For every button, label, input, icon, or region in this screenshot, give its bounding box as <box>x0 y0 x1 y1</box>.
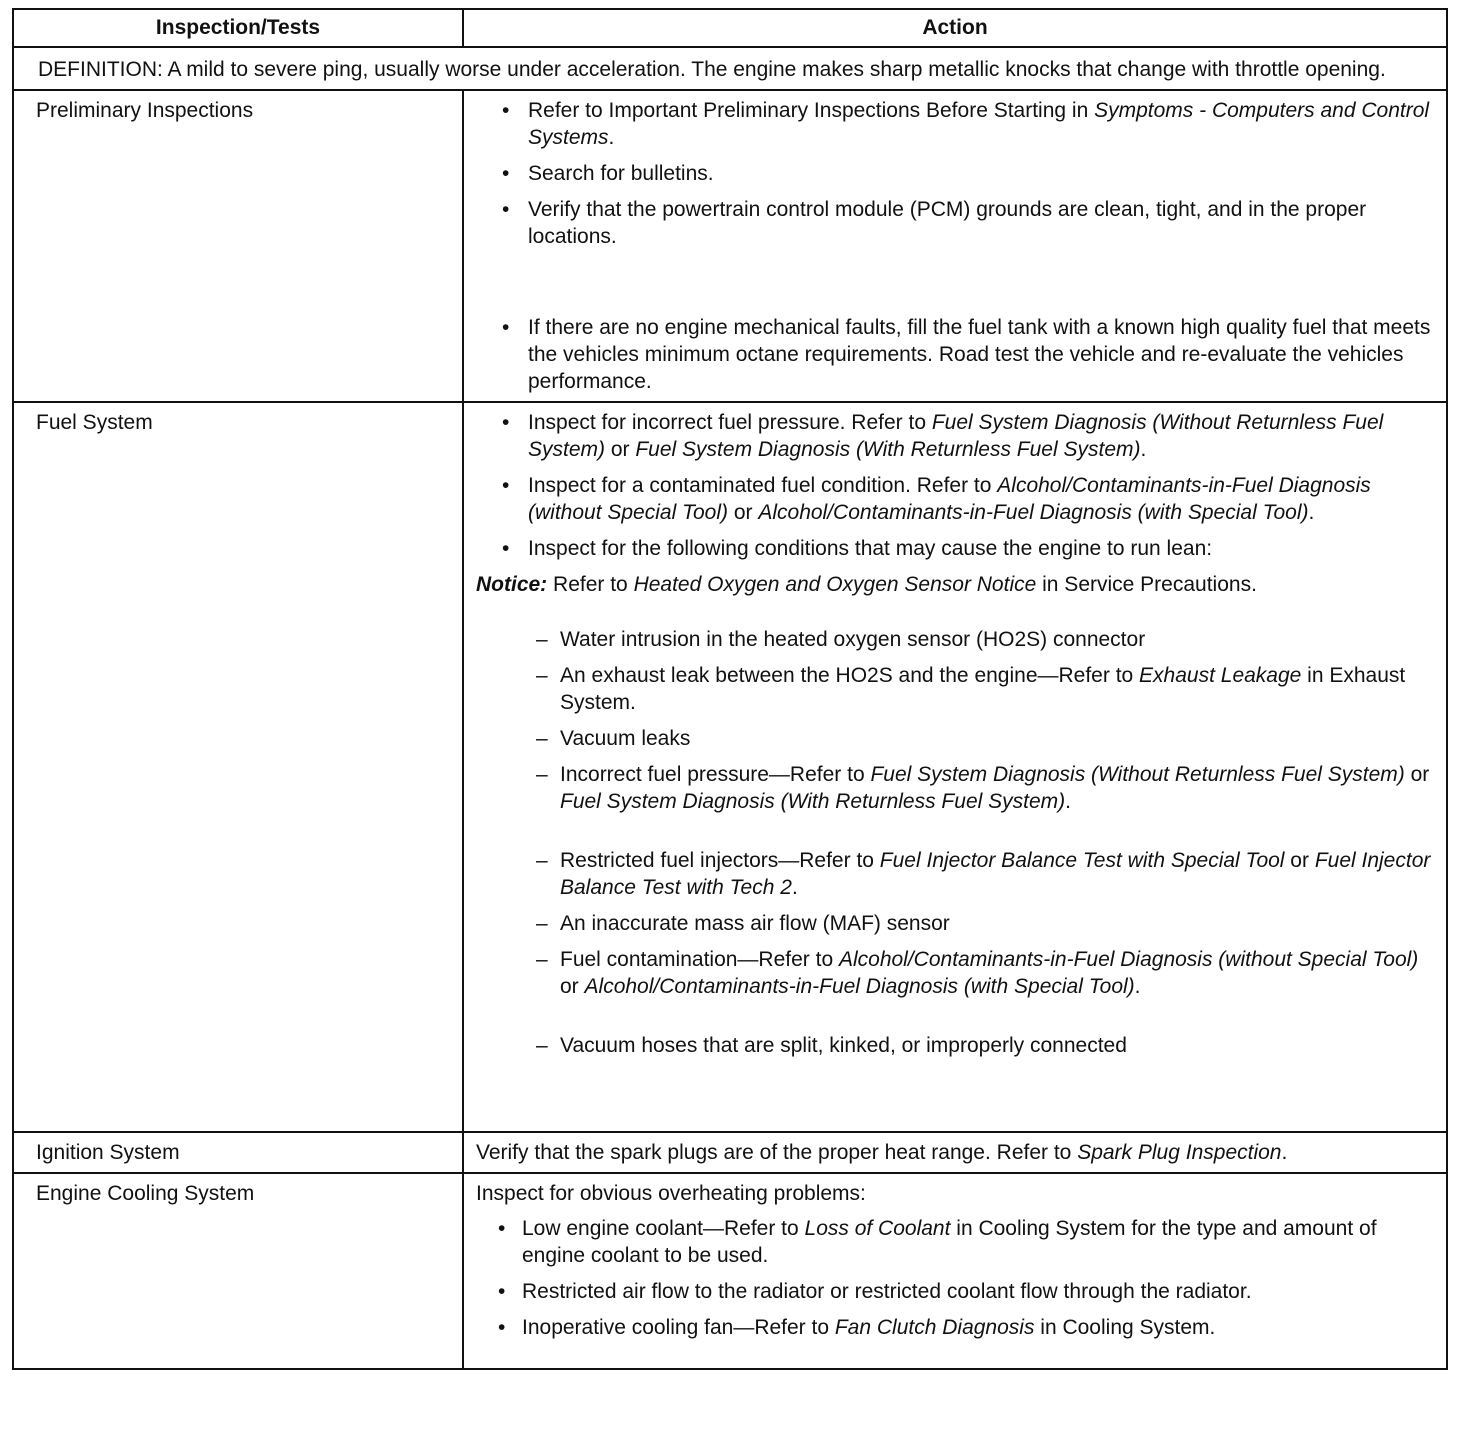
ref-link: Spark Plug Inspection <box>1077 1141 1282 1164</box>
header-inspection-tests: Inspection/Tests <box>13 9 463 47</box>
notice-label: Notice: <box>476 573 548 596</box>
cooling-lead-text: Inspect for obvious overheating problems: <box>476 1182 866 1205</box>
lean-conditions-list <box>476 626 1434 1059</box>
list-item: • Low engine coolant—Refer to Loss of Coolant in Cooling System for the type and amount of engine coolant to be used. <box>476 1215 1434 1269</box>
preliminary-list <box>476 97 1434 395</box>
action-fuel-system <box>463 402 1447 1132</box>
ref-link: Alcohol/Contaminants-in-Fuel Diagnosis (with Special Tool) <box>758 501 1309 524</box>
definition-text: DEFINITION: A mild to severe ping, usually worse under acceleration. The engine makes sharp metallic knocks that change with throttle opening. <box>13 47 1447 90</box>
fuel-list <box>476 409 1434 562</box>
list-item: – Vacuum leaks <box>476 725 1434 752</box>
list-item: • If there are no engine mechanical faults, fill the fuel tank with a known high quality fuel that meets the vehicles minimum octane requirements. Road test the vehicle and re-evaluate the vehicles performance. <box>476 314 1434 395</box>
list-item: • Search for bulletins. <box>476 160 1434 187</box>
list-item: – Vacuum hoses that are split, kinked, or improperly connected <box>476 1032 1434 1059</box>
list-item: • Restricted air flow to the radiator or restricted coolant flow through the radiator. <box>476 1278 1434 1305</box>
ref-link: Symptoms - Computers and Control Systems <box>528 99 1430 149</box>
ref-link: Loss of Coolant <box>804 1217 951 1240</box>
list-item: – Incorrect fuel pressure—Refer to Fuel System Diagnosis (Without Returnless Fuel System) or Fuel System Diagnosis (With Returnless Fuel System). <box>476 761 1434 815</box>
cooling-list <box>476 1215 1434 1341</box>
ref-link: Fuel System Diagnosis (Without Returnless Fuel System) <box>528 411 1384 461</box>
action-ignition-system: Verify that the spark plugs are of the proper heat range. Refer to Spark Plug Inspection. <box>463 1132 1447 1173</box>
ref-link: Alcohol/Contaminants-in-Fuel Diagnosis (with Special Tool) <box>584 975 1135 998</box>
list-item: – An exhaust leak between the HO2S and the engine—Refer to Exhaust Leakage in Exhaust System. <box>476 662 1434 716</box>
list-item: • Inspect for a contaminated fuel condition. Refer to Alcohol/Contaminants-in-Fuel Diagnosis (without Special Tool) or Alcohol/Contaminants-in-Fuel Diagnosis (with Special Tool). <box>476 472 1434 526</box>
list-item: – Water intrusion in the heated oxygen sensor (HO2S) connector <box>476 626 1434 653</box>
list-item: • Refer to Important Preliminary Inspections Before Starting in Symptoms - Computers and Control Systems. <box>476 97 1434 151</box>
ref-link: Fuel Injector Balance Test with Tech 2 <box>560 849 1431 899</box>
diagnostic-table <box>12 8 1448 1370</box>
list-item: – Fuel contamination—Refer to Alcohol/Contaminants-in-Fuel Diagnosis (without Special Tool) or Alcohol/Contaminants-in-Fuel Diagnosis (with Special Tool). <box>476 946 1434 1000</box>
ref-link: Fuel System Diagnosis (With Returnless Fuel System) <box>560 790 1066 813</box>
header-row <box>13 9 1447 47</box>
row-fuel-system <box>13 402 1447 1132</box>
list-item: – An inaccurate mass air flow (MAF) sensor <box>476 910 1434 937</box>
ref-link: Heated Oxygen and Oxygen Sensor Notice <box>633 573 1037 596</box>
label-fuel-system: Fuel System <box>13 402 463 1132</box>
list-item: • Inoperative cooling fan—Refer to Fan Clutch Diagnosis in Cooling System. <box>476 1314 1434 1341</box>
definition-row <box>13 47 1447 90</box>
list-item: • Verify that the powertrain control module (PCM) grounds are clean, tight, and in the proper locations. <box>476 196 1434 250</box>
row-ignition-system <box>13 1132 1447 1173</box>
ref-link: Exhaust Leakage <box>1139 664 1302 687</box>
row-engine-cooling-system <box>13 1173 1447 1369</box>
ref-link: Fuel System Diagnosis (Without Returnless Fuel System) <box>870 763 1405 786</box>
ref-link: Fan Clutch Diagnosis <box>834 1316 1035 1339</box>
ref-link: Fuel System Diagnosis (With Returnless Fuel System) <box>635 438 1141 461</box>
label-ignition-system: Ignition System <box>13 1132 463 1173</box>
action-preliminary-inspections <box>463 90 1447 402</box>
list-item: • Inspect for incorrect fuel pressure. Refer to Fuel System Diagnosis (Without Returnless Fuel System) or Fuel System Diagnosis (With Returnless Fuel System). <box>476 409 1434 463</box>
action-engine-cooling-system <box>463 1173 1447 1369</box>
header-action: Action <box>463 9 1447 47</box>
list-item: • Inspect for the following conditions that may cause the engine to run lean: <box>476 535 1434 562</box>
label-engine-cooling-system: Engine Cooling System <box>13 1173 463 1369</box>
notice-text: Notice: Refer to Heated Oxygen and Oxygen Sensor Notice in Service Precautions. <box>476 573 1257 596</box>
label-preliminary-inspections: Preliminary Inspections <box>13 90 463 402</box>
row-preliminary-inspections <box>13 90 1447 402</box>
ref-link: Alcohol/Contaminants-in-Fuel Diagnosis (without Special Tool) <box>528 474 1371 524</box>
ref-link: Fuel Injector Balance Test with Special Tool <box>879 849 1285 872</box>
list-item: – Restricted fuel injectors—Refer to Fuel Injector Balance Test with Special Tool or Fuel Injector Balance Test with Tech 2. <box>476 847 1434 901</box>
ref-link: Alcohol/Contaminants-in-Fuel Diagnosis (without Special Tool) <box>838 948 1419 971</box>
